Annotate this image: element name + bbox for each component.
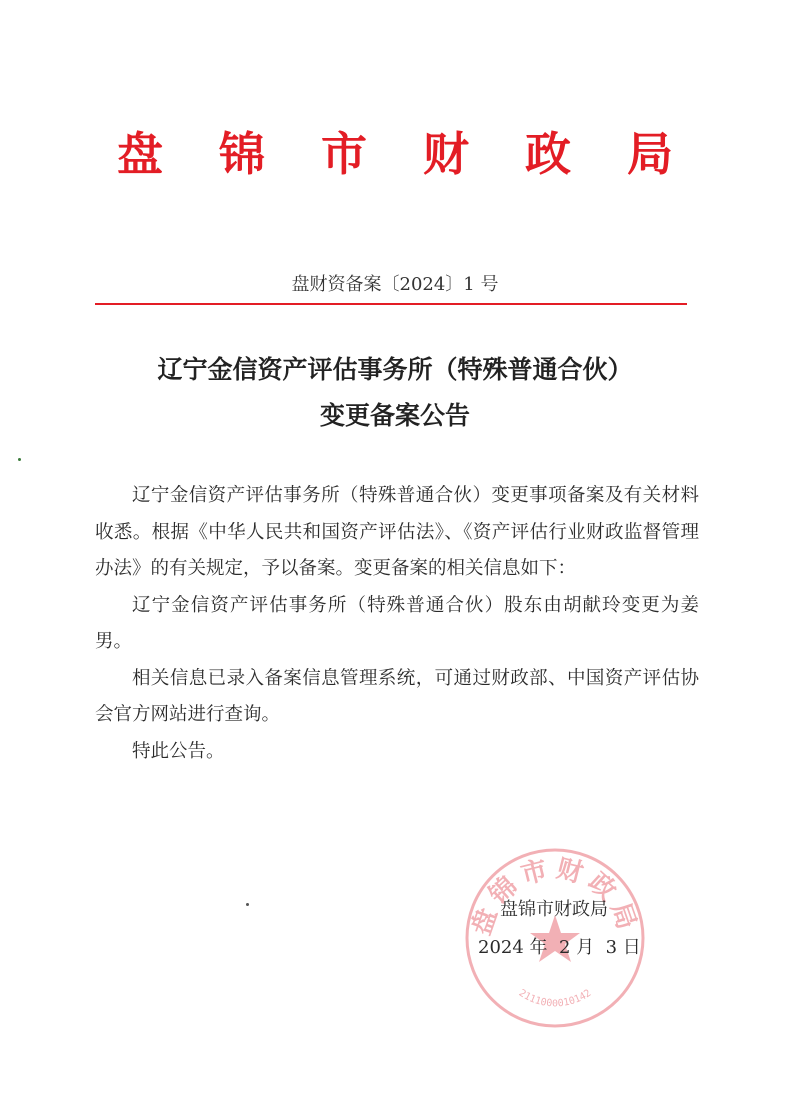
signature-date: 2024 年 2 月 3 日 (478, 937, 641, 958)
title-line-1: 辽宁金信资产评估事务所（特殊普通合伙） (157, 355, 633, 384)
signature-org: 盘锦市财政局 (500, 899, 608, 920)
scan-speck (18, 458, 21, 461)
seal-text: 盘锦市财政局 (466, 853, 644, 939)
body-paragraph: 特此公告。 (132, 740, 225, 762)
body-paragraph: 辽宁金信资产评估事务所（特殊普通合伙）股东由胡献玲变更为姜男。 (95, 594, 699, 652)
document-body (95, 478, 699, 770)
scan-speck (246, 903, 249, 906)
seal-code: 2111000010142 (516, 987, 594, 1010)
red-divider (95, 303, 687, 305)
agency-masthead: 盘 锦 市 财 政 局 (116, 127, 694, 181)
title-line-2: 变更备案公告 (319, 401, 470, 430)
body-paragraph: 辽宁金信资产评估事务所（特殊普通合伙）变更事项备案及有关材料收悉。根据《中华人民共和国资产评估法》、《资产评估行业财政监督管理办法》的有关规定，予以备案。变更备案的相关信息如下： (95, 485, 699, 579)
document-number: 盘财资备案〔2024〕1 号 (291, 274, 499, 295)
body-paragraph: 相关信息已录入备案信息管理系统，可通过财政部、中国资产评估协会官方网站进行查询。 (95, 667, 699, 725)
